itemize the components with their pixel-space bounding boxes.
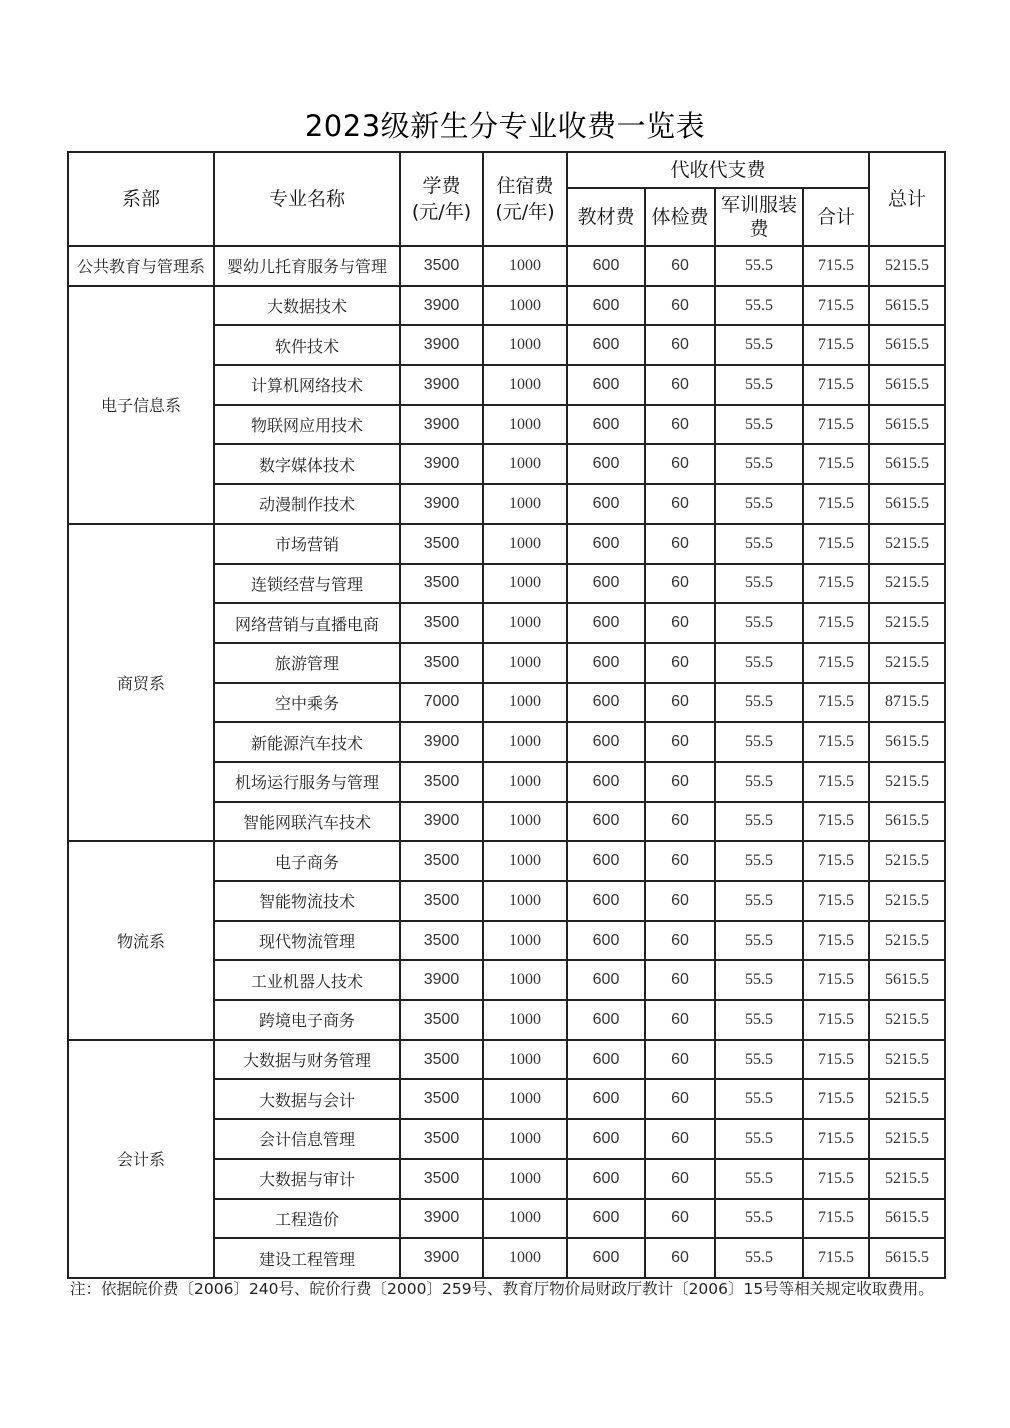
- department-cell: 会计系: [68, 1040, 214, 1278]
- physical-exam-fee-cell: 60: [645, 524, 715, 564]
- major-cell: 大数据技术: [214, 286, 400, 326]
- total-cell: 5215.5: [869, 564, 945, 604]
- physical-exam-fee-cell: 60: [645, 762, 715, 802]
- uniform-fee-cell: 55.5: [715, 683, 803, 723]
- header-tuition: [400, 152, 483, 246]
- major-cell: 工业机器人技术: [214, 960, 400, 1000]
- physical-exam-fee-cell: 60: [645, 683, 715, 723]
- tuition-cell: 3500: [400, 643, 483, 683]
- textbook-fee-cell: 600: [567, 1159, 645, 1199]
- textbook-fee-cell: 600: [567, 1238, 645, 1278]
- textbook-fee-cell: 600: [567, 1199, 645, 1239]
- dorm-fee-cell: 1000: [483, 1199, 567, 1239]
- table-row: [68, 246, 945, 286]
- subtotal-cell: 715.5: [803, 325, 869, 365]
- total-cell: 8715.5: [869, 683, 945, 723]
- textbook-fee-cell: 600: [567, 405, 645, 445]
- major-cell: 软件技术: [214, 325, 400, 365]
- subtotal-cell: 715.5: [803, 1119, 869, 1159]
- major-cell: 大数据与审计: [214, 1159, 400, 1199]
- subtotal-cell: 715.5: [803, 1199, 869, 1239]
- physical-exam-fee-cell: 60: [645, 1040, 715, 1080]
- major-cell: 现代物流管理: [214, 921, 400, 961]
- total-cell: 5215.5: [869, 762, 945, 802]
- uniform-fee-cell: 55.5: [715, 802, 803, 842]
- uniform-fee-cell: 55.5: [715, 881, 803, 921]
- major-cell: 智能网联汽车技术: [214, 802, 400, 842]
- total-cell: 5615.5: [869, 960, 945, 1000]
- subtotal-cell: 715.5: [803, 603, 869, 643]
- physical-exam-fee-cell: 60: [645, 444, 715, 484]
- subtotal-cell: 715.5: [803, 564, 869, 604]
- major-cell: 机场运行服务与管理: [214, 762, 400, 802]
- subtotal-cell: 715.5: [803, 286, 869, 326]
- total-cell: 5215.5: [869, 246, 945, 286]
- tuition-cell: 3500: [400, 1159, 483, 1199]
- major-cell: 旅游管理: [214, 643, 400, 683]
- dorm-fee-cell: 1000: [483, 722, 567, 762]
- major-cell: 空中乘务: [214, 683, 400, 723]
- dorm-fee-cell: 1000: [483, 1159, 567, 1199]
- textbook-fee-cell: 600: [567, 802, 645, 842]
- textbook-fee-cell: 600: [567, 365, 645, 405]
- major-cell: 新能源汽车技术: [214, 722, 400, 762]
- tuition-cell: 3900: [400, 722, 483, 762]
- dorm-fee-cell: 1000: [483, 643, 567, 683]
- uniform-fee-cell: 55.5: [715, 1159, 803, 1199]
- textbook-fee-cell: 600: [567, 960, 645, 1000]
- uniform-fee-cell: 55.5: [715, 325, 803, 365]
- total-cell: 5215.5: [869, 881, 945, 921]
- dorm-fee-cell: 1000: [483, 484, 567, 524]
- dorm-fee-cell: 1000: [483, 960, 567, 1000]
- total-cell: 5215.5: [869, 1079, 945, 1119]
- total-cell: 5615.5: [869, 722, 945, 762]
- physical-exam-fee-cell: 60: [645, 802, 715, 842]
- dorm-fee-cell: 1000: [483, 405, 567, 445]
- header-uniform: 军训服装费: [715, 188, 803, 246]
- uniform-fee-cell: 55.5: [715, 1040, 803, 1080]
- total-cell: 5215.5: [869, 1000, 945, 1040]
- uniform-fee-cell: 55.5: [715, 722, 803, 762]
- subtotal-cell: 715.5: [803, 444, 869, 484]
- uniform-fee-cell: 55.5: [715, 921, 803, 961]
- major-cell: 市场营销: [214, 524, 400, 564]
- table-row: [68, 841, 945, 881]
- textbook-fee-cell: 600: [567, 484, 645, 524]
- dorm-fee-cell: 1000: [483, 1000, 567, 1040]
- tuition-cell: 3500: [400, 1000, 483, 1040]
- header-dorm-unit: (元/年): [495, 201, 555, 223]
- header-major: 专业名称: [214, 152, 400, 246]
- fee-table-body: [68, 246, 945, 1278]
- physical-exam-fee-cell: 60: [645, 405, 715, 445]
- header-total: 总计: [869, 152, 945, 246]
- table-row: [68, 286, 945, 326]
- dorm-fee-cell: 1000: [483, 325, 567, 365]
- dorm-fee-cell: 1000: [483, 841, 567, 881]
- tuition-cell: 3900: [400, 1199, 483, 1239]
- textbook-fee-cell: 600: [567, 444, 645, 484]
- textbook-fee-cell: 600: [567, 246, 645, 286]
- tuition-cell: 3500: [400, 841, 483, 881]
- textbook-fee-cell: 600: [567, 683, 645, 723]
- subtotal-cell: 715.5: [803, 246, 869, 286]
- uniform-fee-cell: 55.5: [715, 365, 803, 405]
- textbook-fee-cell: 600: [567, 881, 645, 921]
- textbook-fee-cell: 600: [567, 325, 645, 365]
- subtotal-cell: 715.5: [803, 524, 869, 564]
- dorm-fee-cell: 1000: [483, 286, 567, 326]
- dorm-fee-cell: 1000: [483, 1119, 567, 1159]
- uniform-fee-cell: 55.5: [715, 405, 803, 445]
- total-cell: 5215.5: [869, 603, 945, 643]
- dorm-fee-cell: 1000: [483, 444, 567, 484]
- textbook-fee-cell: 600: [567, 921, 645, 961]
- uniform-fee-cell: 55.5: [715, 1119, 803, 1159]
- uniform-fee-cell: 55.5: [715, 1000, 803, 1040]
- tuition-cell: 3500: [400, 921, 483, 961]
- textbook-fee-cell: 600: [567, 286, 645, 326]
- physical-exam-fee-cell: 60: [645, 1000, 715, 1040]
- dorm-fee-cell: 1000: [483, 802, 567, 842]
- dorm-fee-cell: 1000: [483, 365, 567, 405]
- major-cell: 连锁经营与管理: [214, 564, 400, 604]
- textbook-fee-cell: 600: [567, 524, 645, 564]
- physical-exam-fee-cell: 60: [645, 1238, 715, 1278]
- physical-exam-fee-cell: 60: [645, 564, 715, 604]
- tuition-cell: 3500: [400, 246, 483, 286]
- subtotal-cell: 715.5: [803, 643, 869, 683]
- textbook-fee-cell: 600: [567, 762, 645, 802]
- uniform-fee-cell: 55.5: [715, 524, 803, 564]
- footnote: 注：依据皖价费〔2006〕240号、皖价行费〔2000〕259号、教育厅物价局财政厅教计〔2006〕15号等相关规定收取费用。: [70, 1280, 934, 1298]
- total-cell: 5215.5: [869, 1040, 945, 1080]
- uniform-fee-cell: 55.5: [715, 1199, 803, 1239]
- total-cell: 5615.5: [869, 802, 945, 842]
- total-cell: 5615.5: [869, 365, 945, 405]
- total-cell: 5215.5: [869, 643, 945, 683]
- physical-exam-fee-cell: 60: [645, 246, 715, 286]
- major-cell: 工程造价: [214, 1199, 400, 1239]
- textbook-fee-cell: 600: [567, 841, 645, 881]
- total-cell: 5215.5: [869, 921, 945, 961]
- dorm-fee-cell: 1000: [483, 1079, 567, 1119]
- subtotal-cell: 715.5: [803, 722, 869, 762]
- total-cell: 5615.5: [869, 444, 945, 484]
- major-cell: 计算机网络技术: [214, 365, 400, 405]
- tuition-cell: 3500: [400, 524, 483, 564]
- department-cell: 商贸系: [68, 524, 214, 842]
- subtotal-cell: 715.5: [803, 683, 869, 723]
- tuition-cell: 3900: [400, 960, 483, 1000]
- subtotal-cell: 715.5: [803, 405, 869, 445]
- dorm-fee-cell: 1000: [483, 564, 567, 604]
- subtotal-cell: 715.5: [803, 881, 869, 921]
- header-subtotal: 合计: [803, 188, 869, 246]
- physical-exam-fee-cell: 60: [645, 881, 715, 921]
- uniform-fee-cell: 55.5: [715, 841, 803, 881]
- dorm-fee-cell: 1000: [483, 524, 567, 564]
- page-title: 2023级新生分专业收费一览表: [304, 109, 706, 143]
- subtotal-cell: 715.5: [803, 1040, 869, 1080]
- total-cell: 5215.5: [869, 1159, 945, 1199]
- tuition-cell: 7000: [400, 683, 483, 723]
- major-cell: 智能物流技术: [214, 881, 400, 921]
- physical-exam-fee-cell: 60: [645, 1119, 715, 1159]
- textbook-fee-cell: 600: [567, 1079, 645, 1119]
- dorm-fee-cell: 1000: [483, 1040, 567, 1080]
- dorm-fee-cell: 1000: [483, 881, 567, 921]
- uniform-fee-cell: 55.5: [715, 603, 803, 643]
- dorm-fee-cell: 1000: [483, 603, 567, 643]
- uniform-fee-cell: 55.5: [715, 762, 803, 802]
- department-cell: 物流系: [68, 841, 214, 1039]
- subtotal-cell: 715.5: [803, 1159, 869, 1199]
- physical-exam-fee-cell: 60: [645, 365, 715, 405]
- textbook-fee-cell: 600: [567, 722, 645, 762]
- tuition-cell: 3500: [400, 1079, 483, 1119]
- header-department: 系部: [68, 152, 214, 246]
- subtotal-cell: 715.5: [803, 802, 869, 842]
- physical-exam-fee-cell: 60: [645, 1159, 715, 1199]
- physical-exam-fee-cell: 60: [645, 603, 715, 643]
- physical-exam-fee-cell: 60: [645, 722, 715, 762]
- uniform-fee-cell: 55.5: [715, 564, 803, 604]
- tuition-cell: 3500: [400, 603, 483, 643]
- uniform-fee-cell: 55.5: [715, 246, 803, 286]
- total-cell: 5215.5: [869, 1119, 945, 1159]
- header-textbook: 教材费: [567, 188, 645, 246]
- dorm-fee-cell: 1000: [483, 683, 567, 723]
- subtotal-cell: 715.5: [803, 762, 869, 802]
- major-cell: 数字媒体技术: [214, 444, 400, 484]
- total-cell: 5615.5: [869, 325, 945, 365]
- tuition-cell: 3500: [400, 762, 483, 802]
- major-cell: 电子商务: [214, 841, 400, 881]
- major-cell: 网络营销与直播电商: [214, 603, 400, 643]
- physical-exam-fee-cell: 60: [645, 1079, 715, 1119]
- physical-exam-fee-cell: 60: [645, 325, 715, 365]
- textbook-fee-cell: 600: [567, 1119, 645, 1159]
- total-cell: 5615.5: [869, 286, 945, 326]
- major-cell: 大数据与财务管理: [214, 1040, 400, 1080]
- major-cell: 跨境电子商务: [214, 1000, 400, 1040]
- tuition-cell: 3900: [400, 802, 483, 842]
- department-cell: 电子信息系: [68, 286, 214, 524]
- tuition-cell: 3500: [400, 1119, 483, 1159]
- tuition-cell: 3900: [400, 484, 483, 524]
- fee-table: [67, 151, 946, 1279]
- textbook-fee-cell: 600: [567, 1040, 645, 1080]
- tuition-cell: 3900: [400, 365, 483, 405]
- dorm-fee-cell: 1000: [483, 762, 567, 802]
- major-cell: 物联网应用技术: [214, 405, 400, 445]
- total-cell: 5615.5: [869, 1238, 945, 1278]
- dorm-fee-cell: 1000: [483, 921, 567, 961]
- table-row: [68, 1040, 945, 1080]
- total-cell: 5615.5: [869, 405, 945, 445]
- header-dorm-label: 住宿费: [496, 175, 554, 197]
- major-cell: 建设工程管理: [214, 1238, 400, 1278]
- physical-exam-fee-cell: 60: [645, 286, 715, 326]
- tuition-cell: 3500: [400, 881, 483, 921]
- physical-exam-fee-cell: 60: [645, 1199, 715, 1239]
- textbook-fee-cell: 600: [567, 1000, 645, 1040]
- physical-exam-fee-cell: 60: [645, 643, 715, 683]
- textbook-fee-cell: 600: [567, 643, 645, 683]
- tuition-cell: 3900: [400, 405, 483, 445]
- textbook-fee-cell: 600: [567, 564, 645, 604]
- physical-exam-fee-cell: 60: [645, 921, 715, 961]
- major-cell: 会计信息管理: [214, 1119, 400, 1159]
- physical-exam-fee-cell: 60: [645, 841, 715, 881]
- major-cell: 动漫制作技术: [214, 484, 400, 524]
- total-cell: 5215.5: [869, 524, 945, 564]
- dorm-fee-cell: 1000: [483, 246, 567, 286]
- header-physical: 体检费: [645, 188, 715, 246]
- total-cell: 5615.5: [869, 484, 945, 524]
- subtotal-cell: 715.5: [803, 1000, 869, 1040]
- header-tuition-label: 学费: [422, 175, 461, 197]
- total-cell: 5215.5: [869, 841, 945, 881]
- header-tuition-unit: (元/年): [411, 201, 472, 223]
- subtotal-cell: 715.5: [803, 841, 869, 881]
- subtotal-cell: 715.5: [803, 484, 869, 524]
- uniform-fee-cell: 55.5: [715, 286, 803, 326]
- subtotal-cell: 715.5: [803, 1079, 869, 1119]
- uniform-fee-cell: 55.5: [715, 643, 803, 683]
- tuition-cell: 3900: [400, 444, 483, 484]
- subtotal-cell: 715.5: [803, 960, 869, 1000]
- physical-exam-fee-cell: 60: [645, 484, 715, 524]
- tuition-cell: 3900: [400, 286, 483, 326]
- tuition-cell: 3500: [400, 1040, 483, 1080]
- subtotal-cell: 715.5: [803, 921, 869, 961]
- major-cell: 婴幼儿托育服务与管理: [214, 246, 400, 286]
- uniform-fee-cell: 55.5: [715, 1238, 803, 1278]
- subtotal-cell: 715.5: [803, 1238, 869, 1278]
- tuition-cell: 3500: [400, 564, 483, 604]
- department-cell: 公共教育与管理系: [68, 246, 214, 286]
- textbook-fee-cell: 600: [567, 603, 645, 643]
- physical-exam-fee-cell: 60: [645, 960, 715, 1000]
- total-cell: 5615.5: [869, 1199, 945, 1239]
- major-cell: 大数据与会计: [214, 1079, 400, 1119]
- uniform-fee-cell: 55.5: [715, 444, 803, 484]
- uniform-fee-cell: 55.5: [715, 484, 803, 524]
- uniform-fee-cell: 55.5: [715, 1079, 803, 1119]
- header-agency-fees: 代收代支费: [567, 152, 869, 188]
- subtotal-cell: 715.5: [803, 365, 869, 405]
- uniform-fee-cell: 55.5: [715, 960, 803, 1000]
- header-dorm: [483, 152, 567, 246]
- tuition-cell: 3900: [400, 1238, 483, 1278]
- dorm-fee-cell: 1000: [483, 1238, 567, 1278]
- tuition-cell: 3900: [400, 325, 483, 365]
- table-row: [68, 524, 945, 564]
